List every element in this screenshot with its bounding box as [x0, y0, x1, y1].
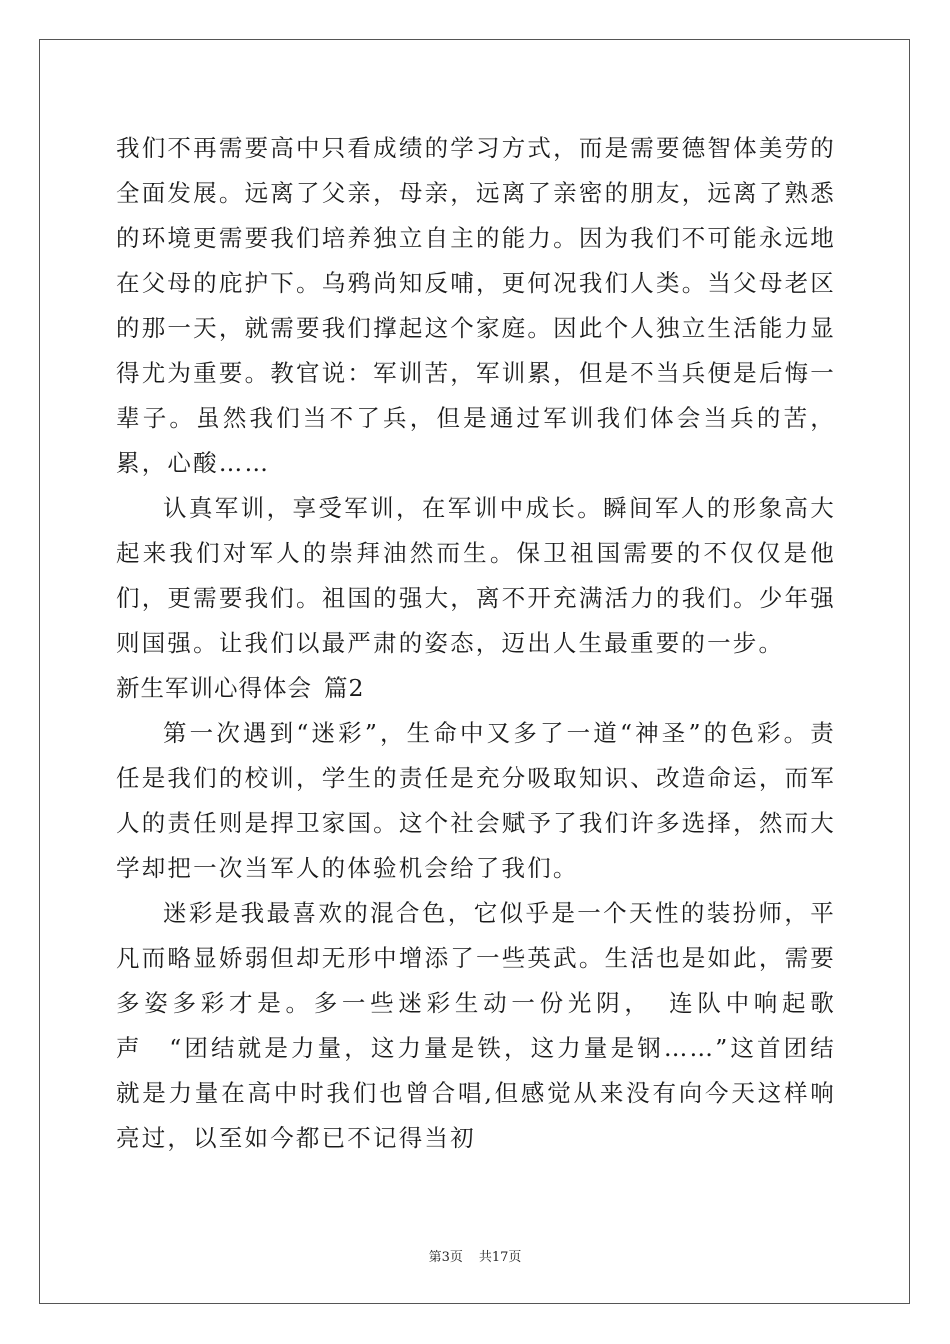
document-body [116, 126, 836, 1161]
section-heading [116, 666, 836, 711]
section-part: 篇2 [324, 674, 365, 702]
section-title: 新生军训心得体会 [116, 674, 312, 702]
paragraph-1: 我们不再需要高中只看成绩的学习方式，而是需要德智体美劳的全面发展。远离了父亲，母亲，远离了亲密的朋友，远离了熟悉的环境更需要我们培养独立自主的能力。因为我们不可能永远地在父母的庇护下。乌鸦尚知反哺，更何况我们人类。当父母老区的那一天，就需要我们撑起这个家庭。因此个人独立生活能力显得尤为重要。教官说：军训苦，军训累，但是不当兵便是后悔一辈子。虽然我们当不了兵，但是通过军训我们体会当兵的苦，累，心酸…… [116, 134, 836, 477]
page-footer [0, 1246, 950, 1265]
page-total: 共17页 [478, 1250, 522, 1265]
paragraph-3: 第一次遇到“迷彩”，生命中又多了一道“神圣”的色彩。责任是我们的校训，学生的责任是充分吸取知识、改造命运，而军人的责任则是捍卫家国。这个社会赋予了我们许多选择，然而大学却把一次当军人的体验机会给了我们。 [116, 719, 836, 882]
paragraph-4: 迷彩是我最喜欢的混合色，它似乎是一个天性的装扮师，平凡而略显娇弱但却无形中增添了一些英武。生活也是如此，需要多姿多彩才是。多一些迷彩生动一份光阴， 连队中响起歌声 “团结就是力量，这力量是铁，这力量是钢……”这首团结就是力量在高中时我们也曾合唱,但感觉从来没有向今天这样响亮过，以至如今都已不记得当初 [116, 899, 836, 1152]
page-number: 第3页 [428, 1250, 463, 1265]
paragraph-2: 认真军训，享受军训，在军训中成长。瞬间军人的形象高大起来我们对军人的崇拜油然而生。保卫祖国需要的不仅仅是他们，更需要我们。祖国的强大，离不开充满活力的我们。少年强则国强。让我们以最严肃的姿态，迈出人生最重要的一步。 [116, 494, 836, 657]
